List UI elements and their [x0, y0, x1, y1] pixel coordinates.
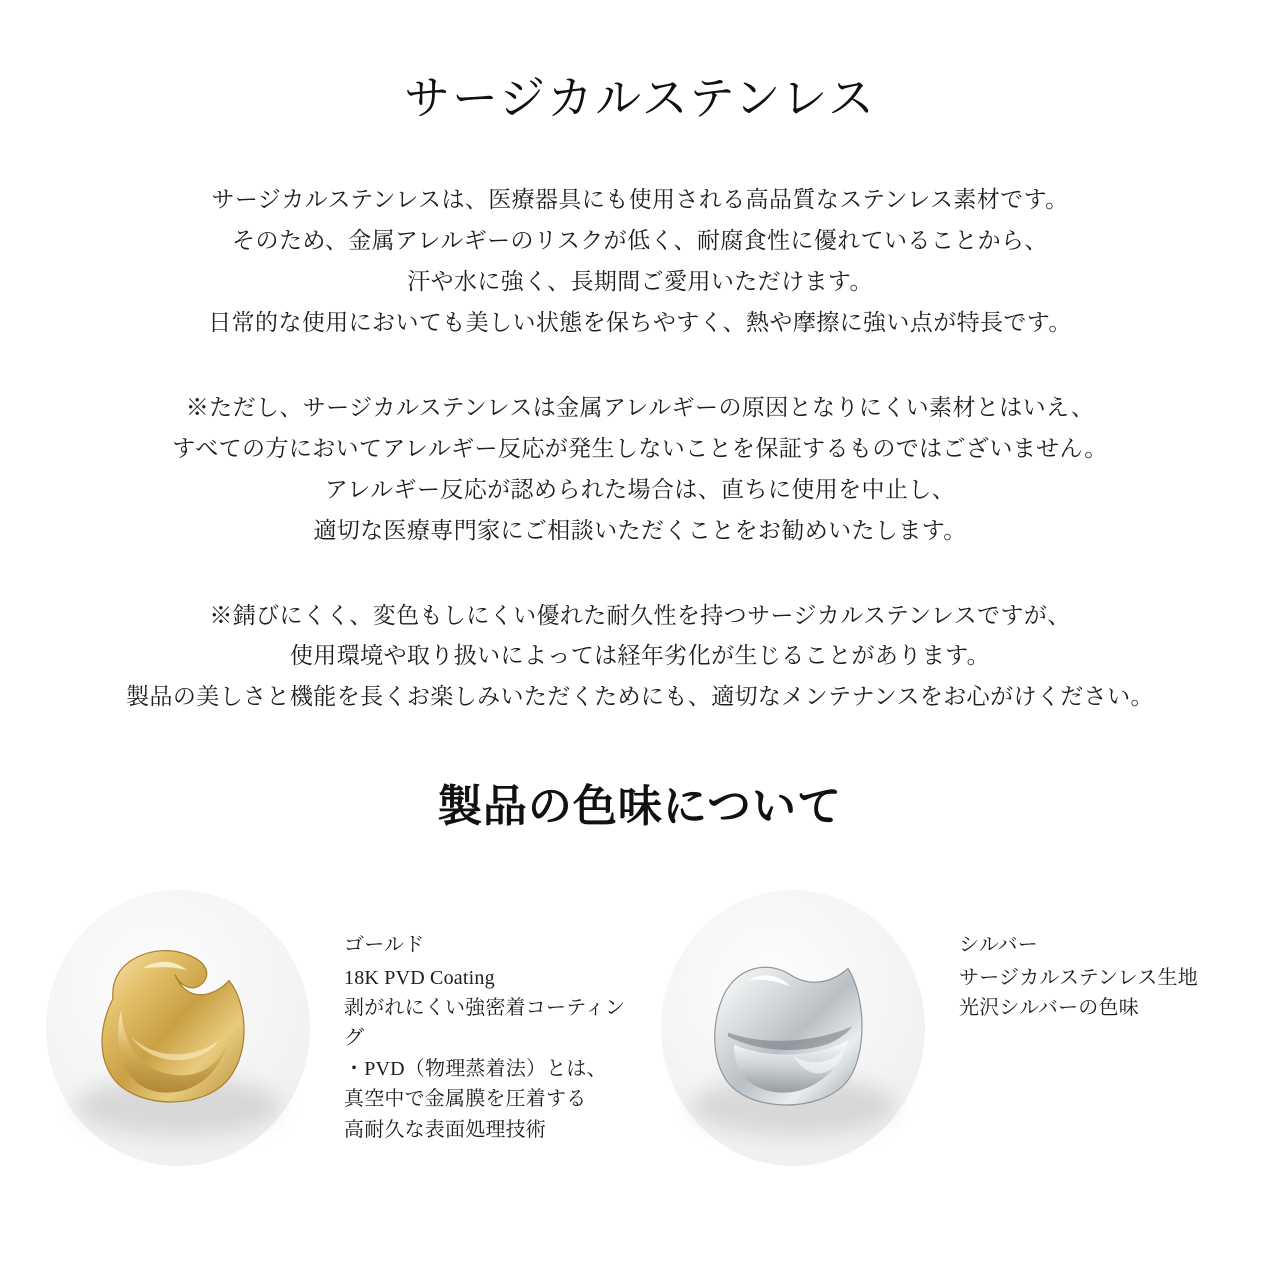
silver-caption-line-1: シルバー	[959, 934, 1038, 957]
intro-line-1: サージカルステンレスは、医療器具にも使用される高品質なステンレス素材です。	[211, 187, 1069, 212]
color-variants	[0, 878, 1280, 1178]
gold-caption	[328, 878, 637, 1145]
intro-line-2: そのため、金属アレルギーのリスクが低く、耐腐食性に優れていることから、	[232, 227, 1048, 253]
gold-caption-line-5: 真空中で金属膜を圧着する	[344, 1088, 587, 1111]
color-section-title: 製品の色味について	[437, 782, 843, 832]
silver-caption-line-3: 光沢シルバーの色味	[959, 997, 1139, 1020]
silver-caption	[943, 878, 1198, 1023]
silver-ring-illustration	[698, 941, 888, 1116]
gold-caption-line-6: 高耐久な表面処理技術	[344, 1118, 546, 1141]
gold-caption-line-3: 剥がれにくい強密着コーティング	[344, 997, 626, 1050]
durability-line-2: 使用環境や取り扱いによっては経年劣化が生じることがあります。	[289, 643, 991, 669]
note-line-4: 適切な医療専門家にご相談いただくことをお勧めいたします。	[313, 517, 967, 543]
intro-line-4: 日常的な使用においても美しい状態を保ちやすく、熱や摩擦に強い点が特長です。	[208, 309, 1072, 335]
gold-caption-line-4: ・PVD（物理蒸着法）とは、	[344, 1057, 607, 1080]
intro-line-3: 汗や水に強く、長期間ご愛用いただけます。	[407, 268, 873, 294]
intro-paragraph	[0, 180, 1280, 344]
note-line-1: ※ただし、サージカルステンレスは金属アレルギーの原因となりにくい素材とはいえ、	[185, 394, 1095, 420]
gold-ring-illustration	[83, 941, 273, 1116]
allergy-note-paragraph	[0, 388, 1280, 552]
durability-line-1: ※錆びにくく、変色もしにくい優れた耐久性を持つサージカルステンレスですが、	[209, 602, 1071, 628]
silver-caption-line-2: サージカルステンレス生地	[959, 966, 1198, 989]
durability-paragraph	[0, 596, 1280, 719]
gold-caption-line-2: 18K PVD Coating	[344, 966, 495, 989]
note-line-3: アレルギー反応が認められた場合は、直ちに使用を中止し、	[324, 476, 956, 502]
page-title: サージカルステンレス	[404, 73, 876, 124]
note-line-2: すべての方においてアレルギー反応が発生しないことを保証するものではございません。	[172, 435, 1108, 461]
durability-line-3: 製品の美しさと機能を長くお楽しみいただくためにも、適切なメンテナンスをお心がけください。	[126, 684, 1154, 710]
silver-ring-photo	[643, 878, 943, 1178]
color-variant-silver	[643, 878, 1252, 1178]
gold-ring-photo	[28, 878, 328, 1178]
gold-caption-line-1: ゴールド	[344, 934, 425, 957]
color-variant-gold	[28, 878, 637, 1178]
